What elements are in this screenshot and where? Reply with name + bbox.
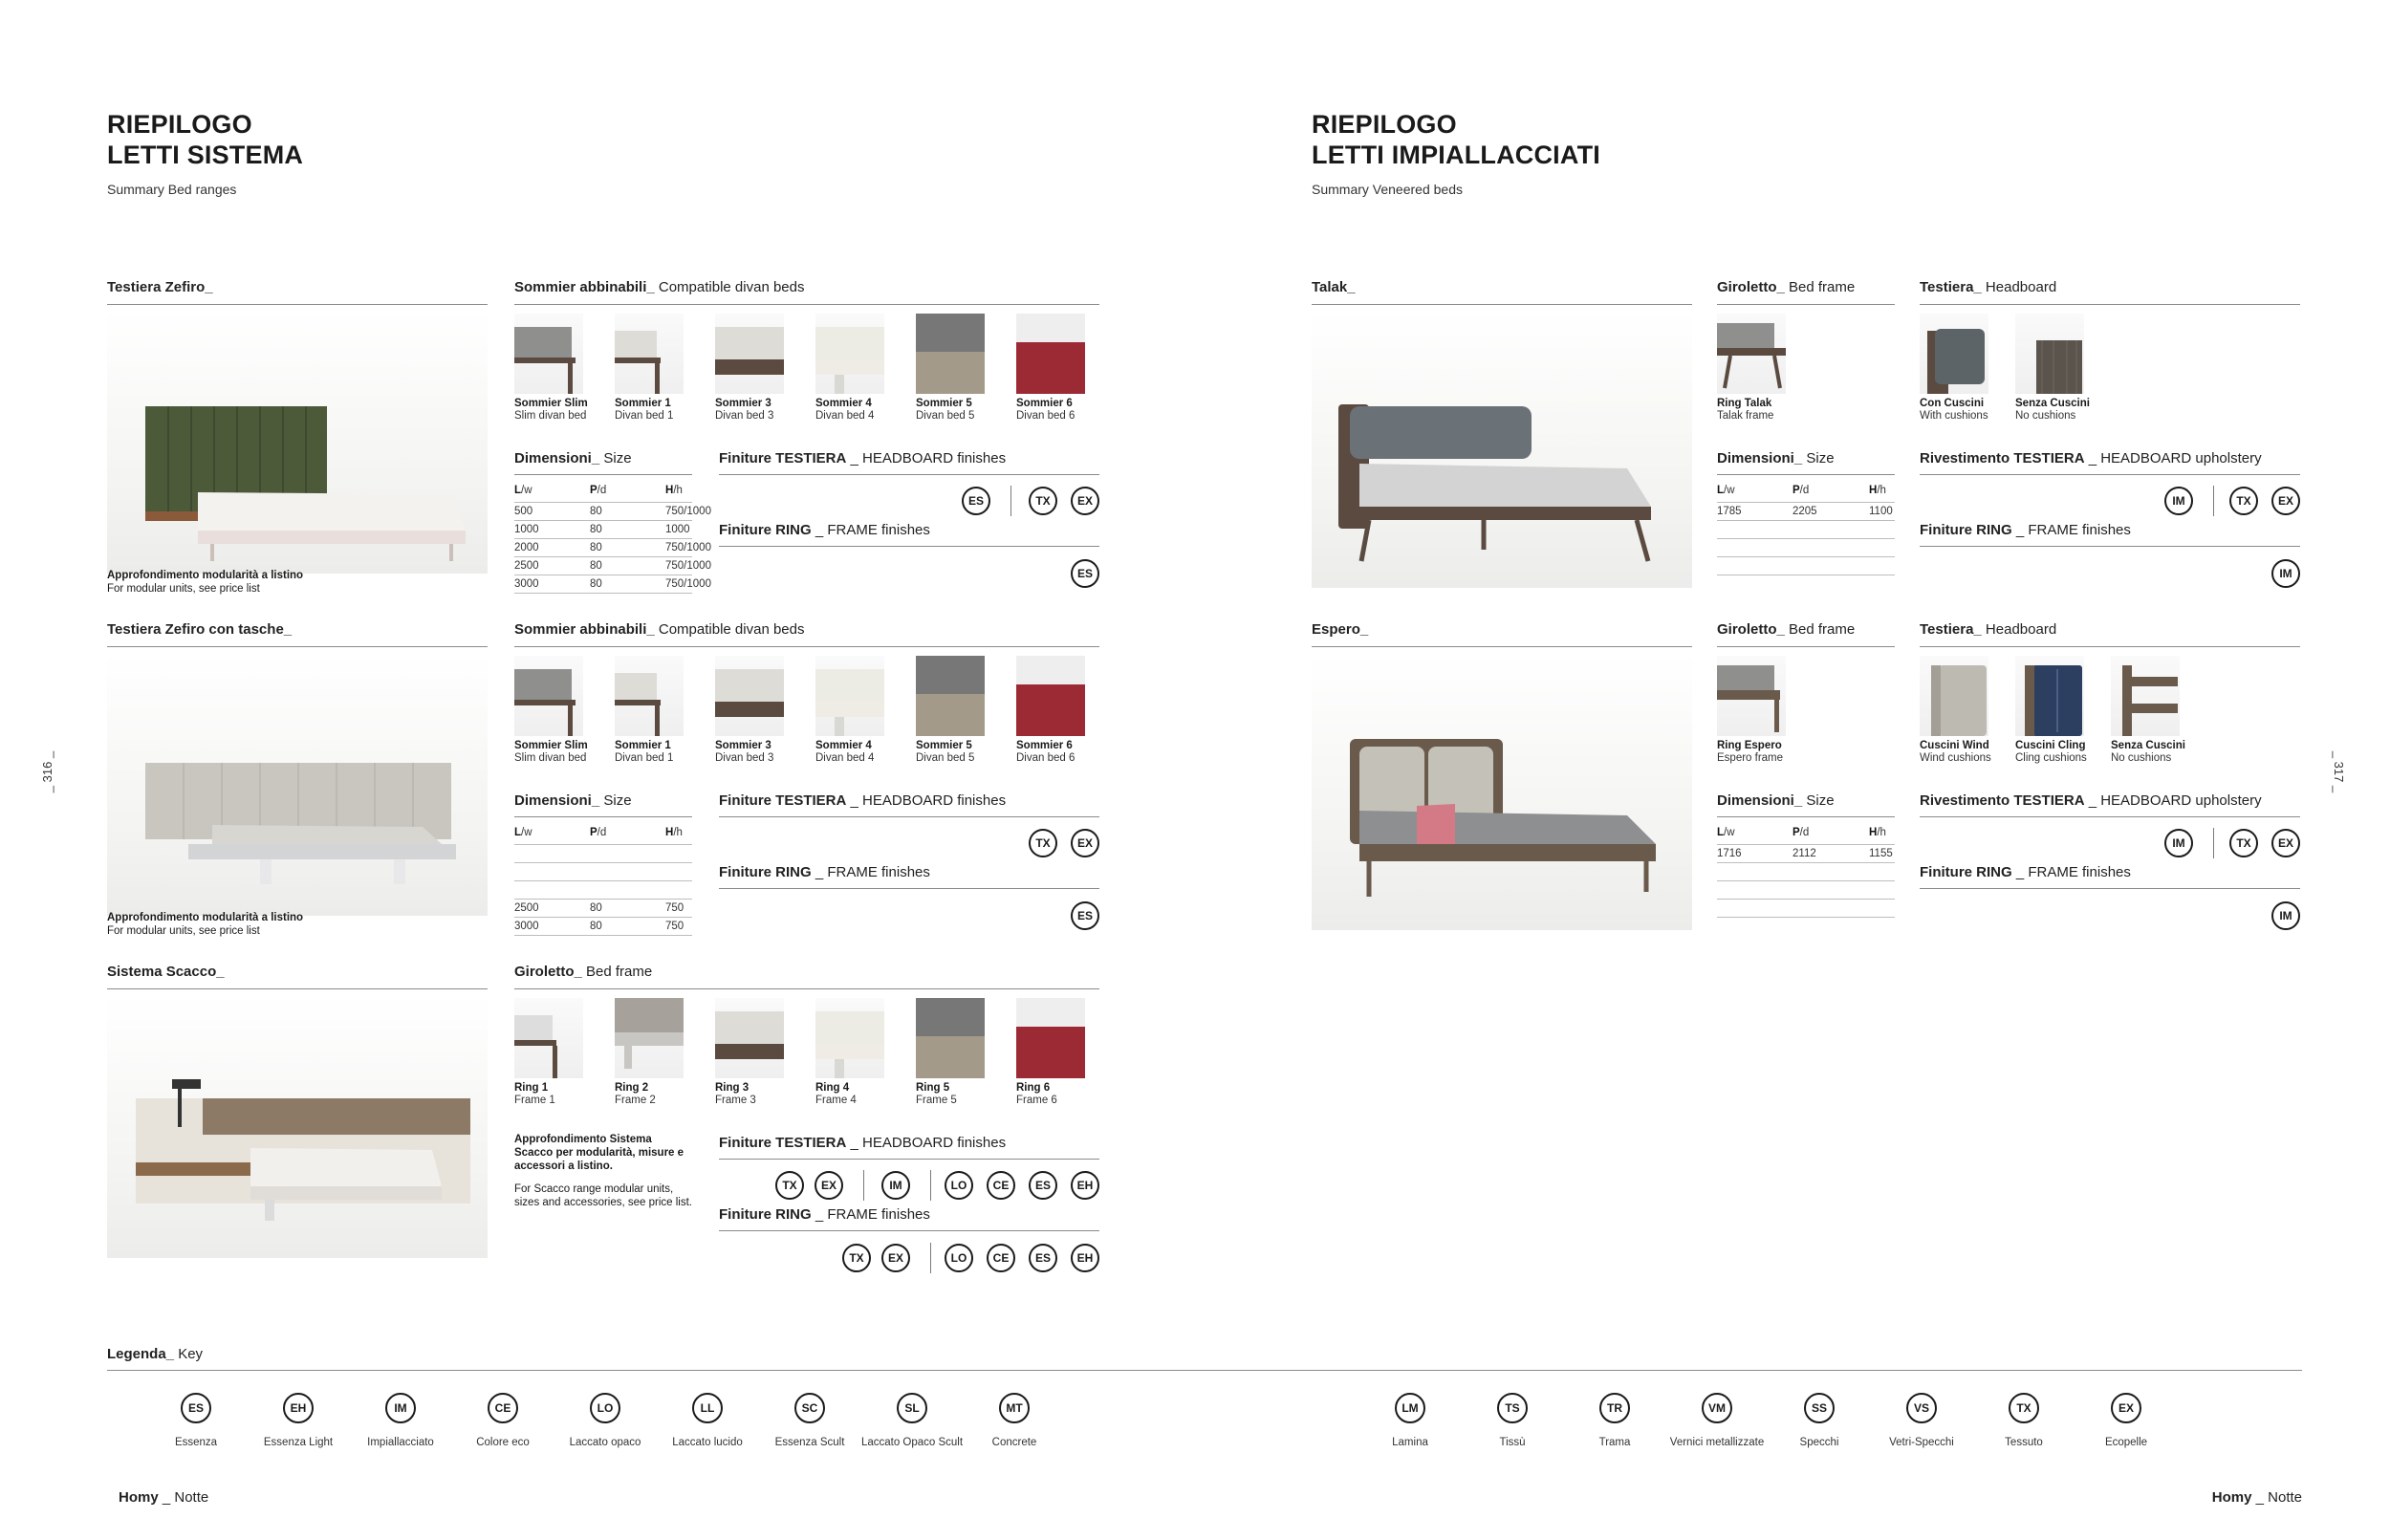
legend-label: Vetri-Specchi — [1889, 1437, 1954, 1448]
thumb-sommier-4 — [815, 656, 884, 736]
talak-uph-heading: Rivestimento TESTIERA _ HEADBOARD upholstery — [1920, 450, 2262, 466]
row1-fin-head-heading: Finiture TESTIERA _ HEADBOARD finishes — [719, 450, 1007, 466]
legend-item — [246, 1393, 351, 1448]
espero-head-heading: Testiera_ Headboard — [1920, 621, 2057, 638]
legend-badge: EH — [283, 1393, 314, 1423]
row3-fin-head-heading: Finiture TESTIERA _ HEADBOARD finishes — [719, 1135, 1007, 1151]
espero-dim-heading: Dimensioni_ Size — [1717, 792, 1835, 809]
cap-row2-4: Sommier 5 Divan bed 5 — [916, 740, 975, 764]
legend-badge: TX — [2009, 1393, 2039, 1423]
thumb-ring-3 — [715, 998, 784, 1078]
thumb-sommier-5 — [916, 314, 985, 394]
right-title — [1312, 109, 1600, 170]
dim-cell: 2500 — [514, 902, 539, 914]
legend-label: Tessuto — [2005, 1437, 2043, 1448]
badge-IM: IM — [881, 1171, 910, 1200]
legend-item — [348, 1393, 453, 1448]
legend-item — [1971, 1393, 2076, 1448]
row3-note: Approfondimento Sistema Scacco per modularità, misure e accessori a listino. For Scacco range modular units, sizes and accessories, see price list. — [514, 1134, 692, 1208]
thumb-cuscini-wind — [1920, 656, 1988, 736]
legend-label: Lamina — [1392, 1437, 1428, 1448]
thumb-ring-2 — [615, 998, 684, 1078]
zefiro-photo — [107, 311, 488, 574]
badge-LO: LO — [945, 1244, 973, 1272]
row1-dim-head-p: P/d — [590, 485, 607, 496]
row2-dim-head: L/w — [514, 827, 532, 838]
row2-fin-head-heading: Finiture TESTIERA _ HEADBOARD finishes — [719, 792, 1007, 809]
badge-EH: EH — [1071, 1171, 1099, 1200]
legend-label: Specchi — [1799, 1437, 1839, 1448]
badge-TX: TX — [1029, 487, 1057, 515]
legend-item — [962, 1393, 1067, 1448]
legend-label: Tissù — [1499, 1437, 1526, 1448]
cap-row3-0: Ring 1 Frame 1 — [514, 1082, 555, 1106]
thumb-ring-espero — [1717, 656, 1786, 736]
row1-name: Testiera Zefiro_ — [107, 279, 213, 295]
legend-label: Laccato lucido — [672, 1437, 743, 1448]
scacco-photo — [107, 995, 488, 1258]
legend-item — [1460, 1393, 1565, 1448]
left-subtitle: Summary Bed ranges — [107, 182, 237, 197]
row2-dim-heading: Dimensioni_ Size — [514, 792, 632, 809]
legend-label: Laccato opaco — [569, 1437, 641, 1448]
espero-name: Espero_ — [1312, 621, 1369, 638]
badge-TX: TX — [1029, 829, 1057, 857]
dim-cell: 750 — [665, 921, 684, 932]
cap-row1-0: Sommier Slim Slim divan bed — [514, 398, 588, 422]
dim-cell: 1000 — [665, 524, 690, 535]
badge-EX: EX — [815, 1171, 843, 1200]
cap-cuscini-cling: Cuscini Cling Cling cushions — [2015, 740, 2087, 764]
cap-row3-4: Ring 5 Frame 5 — [916, 1082, 957, 1106]
right-subtitle: Summary Veneered beds — [1312, 182, 1463, 197]
legend-label: Vernici metallizzate — [1669, 1437, 1765, 1448]
right-title-line2: LETTI IMPIALLACCIATI — [1312, 141, 1600, 169]
legend-badge: TS — [1497, 1393, 1528, 1423]
legend-label: Impiallacciato — [367, 1437, 434, 1448]
cap-row2-0: Sommier Slim Slim divan bed — [514, 740, 588, 764]
talak-dim-p: 2205 — [1792, 506, 1817, 517]
talak-dim-l: 1785 — [1717, 506, 1742, 517]
legend-label: Essenza Light — [263, 1437, 334, 1448]
dim-cell: 80 — [590, 542, 602, 553]
badge-EH: EH — [1071, 1244, 1099, 1272]
talak-photo — [1312, 311, 1692, 588]
legend-item — [1562, 1393, 1667, 1448]
cap-row3-1: Ring 2 Frame 2 — [615, 1082, 656, 1106]
dim-cell: 3000 — [514, 921, 539, 932]
badge-TX: TX — [2229, 829, 2258, 857]
badge-IM: IM — [2271, 901, 2300, 930]
espero-dim-head-p: P/d — [1792, 827, 1810, 838]
cap-row1-1: Sommier 1 Divan bed 1 — [615, 398, 674, 422]
talak-dim-head-p: P/d — [1792, 485, 1810, 496]
cap-row1-2: Sommier 3 Divan bed 3 — [715, 398, 774, 422]
legend-label: Concrete — [991, 1437, 1037, 1448]
legend-item — [2074, 1393, 2179, 1448]
row3-fin-ring-heading: Finiture RING _ FRAME finishes — [719, 1206, 930, 1223]
thumb-ring-1 — [514, 998, 583, 1078]
talak-dim-h: 1100 — [1869, 506, 1893, 517]
thumb-ring-5 — [916, 998, 985, 1078]
legend-item — [1664, 1393, 1770, 1448]
badge-ES: ES — [1029, 1171, 1057, 1200]
dim-cell: 750/1000 — [665, 506, 711, 517]
talak-head-heading: Testiera_ Headboard — [1920, 279, 2057, 295]
row1-dim-head-h: H/h — [665, 485, 683, 496]
row1-fin-ring-heading: Finiture RING _ FRAME finishes — [719, 522, 930, 538]
legend-badge: ES — [181, 1393, 211, 1423]
legend-badge: MT — [999, 1393, 1030, 1423]
badge-TX: TX — [2229, 487, 2258, 515]
left-footer: Homy _ Notte — [119, 1489, 209, 1506]
thumb-sommier-3 — [715, 656, 784, 736]
cap-row2-5: Sommier 6 Divan bed 6 — [1016, 740, 1076, 764]
left-page-number: _ 316 _ — [40, 750, 55, 793]
thumb-sommier-6 — [1016, 656, 1085, 736]
row3-frame-heading: Giroletto_ Bed frame — [514, 964, 653, 980]
cap-row3-5: Ring 6 Frame 6 — [1016, 1082, 1057, 1106]
cap-ring-talak: Ring Talak Talak frame — [1717, 398, 1774, 422]
dim-cell: 80 — [590, 560, 602, 572]
legend-badge: EX — [2111, 1393, 2141, 1423]
espero-dim-h: 1155 — [1869, 848, 1893, 859]
left-title-line2: LETTI SISTEMA — [107, 141, 304, 169]
legend-badge: LO — [590, 1393, 620, 1423]
cap-row3-3: Ring 4 Frame 4 — [815, 1082, 857, 1106]
cap-row1-3: Sommier 4 Divan bed 4 — [815, 398, 875, 422]
row2-dim-head-p: P/d — [590, 827, 607, 838]
thumb-ring-4 — [815, 998, 884, 1078]
legend-badge: VM — [1702, 1393, 1732, 1423]
badge-IM: IM — [2164, 829, 2193, 857]
badge-CE: CE — [987, 1244, 1015, 1272]
thumb-sommier-1 — [615, 656, 684, 736]
badge-ES: ES — [962, 487, 990, 515]
legend-badge: CE — [488, 1393, 518, 1423]
thumb-cuscini-cling — [2015, 656, 2084, 736]
espero-uph-heading: Rivestimento TESTIERA _ HEADBOARD upholstery — [1920, 792, 2262, 809]
thumb-sommier-6 — [1016, 314, 1085, 394]
talak-name: Talak_ — [1312, 279, 1356, 295]
badge-ES: ES — [1071, 901, 1099, 930]
row3-name: Sistema Scacco_ — [107, 964, 225, 980]
badge-IM: IM — [2164, 487, 2193, 515]
dim-cell: 80 — [590, 921, 602, 932]
thumb-sommier-slim — [514, 314, 583, 394]
dim-cell: 750 — [665, 902, 684, 914]
badge-EX: EX — [2271, 829, 2300, 857]
espero-dim-head-l: L/w — [1717, 827, 1735, 838]
talak-dim-head-l: L/w — [1717, 485, 1735, 496]
legend-item — [757, 1393, 862, 1448]
right-footer: Homy _ Notte — [2211, 1489, 2302, 1506]
left-title — [107, 109, 303, 170]
legend-badge: VS — [1906, 1393, 1937, 1423]
thumb-ring-talak — [1717, 314, 1786, 394]
right-title-line1: RIEPILOGO — [1312, 110, 1457, 139]
row2-note: Approfondimento modularità a listino For modular units, see price list — [107, 912, 304, 937]
badge-TX: TX — [842, 1244, 871, 1272]
legend-label: Laccato Opaco Scult — [860, 1437, 964, 1448]
dim-cell: 750/1000 — [665, 578, 711, 590]
thumb-sommier-4 — [815, 314, 884, 394]
badge-IM: IM — [2271, 559, 2300, 588]
zefiro-tasche-photo — [107, 653, 488, 916]
row2-fin-ring-heading: Finiture RING _ FRAME finishes — [719, 864, 930, 880]
cap-ring-espero: Ring Espero Espero frame — [1717, 740, 1784, 764]
cap-cuscini-wind: Cuscini Wind Wind cushions — [1920, 740, 1991, 764]
legend-badge: LM — [1395, 1393, 1425, 1423]
dim-cell: 2000 — [514, 542, 539, 553]
row2-dim-head-h: H/h — [665, 827, 683, 838]
espero-dim-p: 2112 — [1792, 848, 1816, 859]
cap-row2-1: Sommier 1 Divan bed 1 — [615, 740, 674, 764]
legend-badge: SS — [1804, 1393, 1835, 1423]
legend-item — [553, 1393, 658, 1448]
legend-item — [1767, 1393, 1872, 1448]
legend-item — [143, 1393, 249, 1448]
legend-badge: SC — [794, 1393, 825, 1423]
left-title-line1: RIEPILOGO — [107, 110, 252, 139]
thumb-sommier-5 — [916, 656, 985, 736]
legend-badge: IM — [385, 1393, 416, 1423]
badge-TX: TX — [775, 1171, 804, 1200]
badge-ES: ES — [1029, 1244, 1057, 1272]
dim-cell: 3000 — [514, 578, 539, 590]
talak-ring-heading: Finiture RING _ FRAME finishes — [1920, 522, 2131, 538]
espero-photo — [1312, 653, 1692, 930]
thumb-senza-cuscini-espero — [2111, 656, 2180, 736]
cap-con-cuscini: Con Cuscini With cushions — [1920, 398, 1988, 422]
row1-dim-heading: Dimensioni_ Size — [514, 450, 632, 466]
badge-EX: EX — [2271, 487, 2300, 515]
legend-label: Essenza Scult — [774, 1437, 845, 1448]
talak-dim-head-h: H/h — [1869, 485, 1886, 496]
dim-cell: 2500 — [514, 560, 539, 572]
espero-dim-head-h: H/h — [1869, 827, 1886, 838]
badge-EX: EX — [1071, 829, 1099, 857]
dim-cell: 1000 — [514, 524, 539, 535]
badge-EX: EX — [881, 1244, 910, 1272]
legend-badge: SL — [897, 1393, 927, 1423]
thumb-senza-cuscini — [2015, 314, 2084, 394]
cap-senza-cuscini-espero: Senza Cuscini No cushions — [2111, 740, 2185, 764]
cap-row3-2: Ring 3 Frame 3 — [715, 1082, 756, 1106]
legend-item — [859, 1393, 965, 1448]
dim-cell: 500 — [514, 506, 533, 517]
cap-row1-5: Sommier 6 Divan bed 6 — [1016, 398, 1076, 422]
thumb-sommier-1 — [615, 314, 684, 394]
row2-name: Testiera Zefiro con tasche_ — [107, 621, 293, 638]
legend-badge: LL — [692, 1393, 723, 1423]
dim-cell: 750/1000 — [665, 542, 711, 553]
badge-CE: CE — [987, 1171, 1015, 1200]
legend-label: Trama — [1598, 1437, 1631, 1448]
talak-frame-heading: Giroletto_ Bed frame — [1717, 279, 1856, 295]
row1-dim-head: L/w — [514, 485, 532, 496]
row2-compat-heading: Sommier abbinabili_ Compatible divan beds — [514, 621, 805, 638]
dim-cell: 80 — [590, 578, 602, 590]
cap-senza-cuscini: Senza Cuscini No cushions — [2015, 398, 2090, 422]
thumb-ring-6 — [1016, 998, 1085, 1078]
espero-frame-heading: Giroletto_ Bed frame — [1717, 621, 1856, 638]
row1-note: Approfondimento modularità a listino For modular units, see price list — [107, 570, 304, 595]
thumb-sommier-slim — [514, 656, 583, 736]
dim-cell: 80 — [590, 524, 602, 535]
legend-item — [655, 1393, 760, 1448]
cap-row2-2: Sommier 3 Divan bed 3 — [715, 740, 774, 764]
thumb-con-cuscini — [1920, 314, 1988, 394]
badge-LO: LO — [945, 1171, 973, 1200]
legend-badge: TR — [1599, 1393, 1630, 1423]
legend-item — [1869, 1393, 1974, 1448]
right-page-number: _ 317 _ — [2332, 750, 2347, 793]
badge-ES: ES — [1071, 559, 1099, 588]
talak-dim-heading: Dimensioni_ Size — [1717, 450, 1835, 466]
cap-row1-4: Sommier 5 Divan bed 5 — [916, 398, 975, 422]
legend-heading: Legenda_ Key — [107, 1346, 204, 1362]
espero-dim-l: 1716 — [1717, 848, 1742, 859]
thumb-sommier-3 — [715, 314, 784, 394]
badge-EX: EX — [1071, 487, 1099, 515]
espero-ring-heading: Finiture RING _ FRAME finishes — [1920, 864, 2131, 880]
legend-item — [1358, 1393, 1463, 1448]
cap-row2-3: Sommier 4 Divan bed 4 — [815, 740, 875, 764]
dim-cell: 80 — [590, 902, 602, 914]
dim-cell: 80 — [590, 506, 602, 517]
legend-label: Colore eco — [476, 1437, 530, 1448]
legend-item — [450, 1393, 555, 1448]
legend-label: Essenza — [174, 1437, 218, 1448]
row1-compat-heading: Sommier abbinabili_ Compatible divan beds — [514, 279, 805, 295]
dim-cell: 750/1000 — [665, 560, 711, 572]
legend-label: Ecopelle — [2104, 1437, 2148, 1448]
